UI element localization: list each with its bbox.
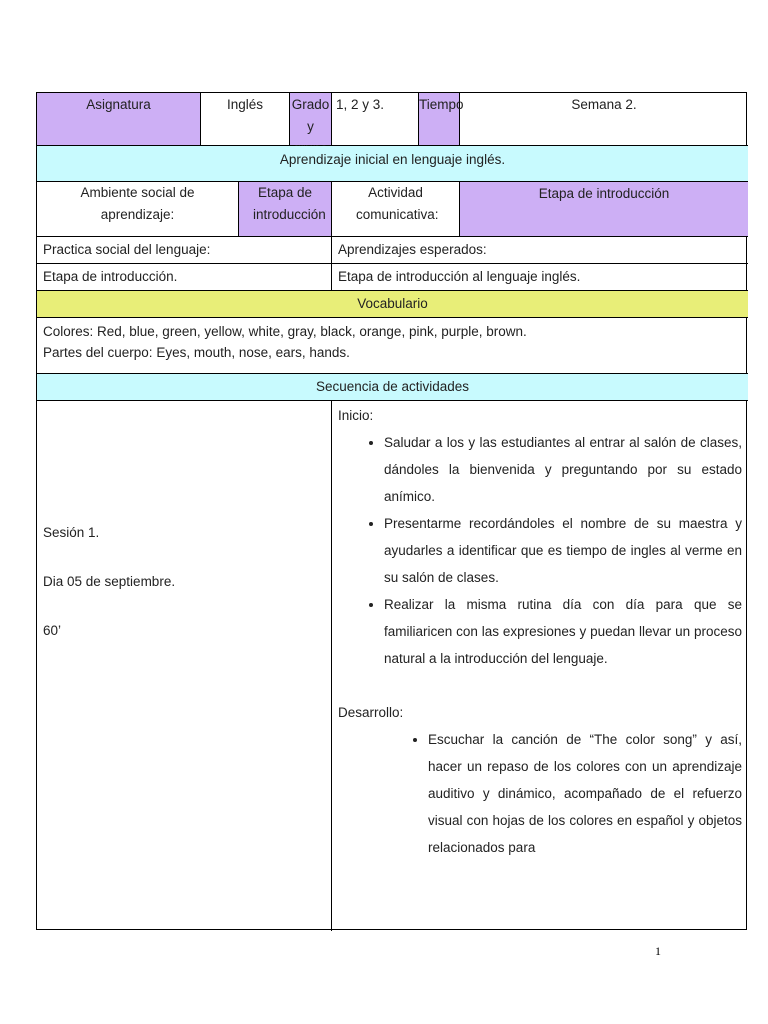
- practica-value: Etapa de introducción.: [37, 264, 332, 291]
- aprendizaje-inicial-banner: Aprendizaje inicial en lenguaje inglés.: [37, 146, 748, 182]
- asignatura-label: Asignatura: [37, 93, 201, 146]
- vocab-colores: Colores: Red, blue, green, yellow, white, gray, black, orange, pink, purple, brown.: [43, 324, 527, 339]
- ambiente-label: Ambiente social de aprendizaje:: [37, 182, 239, 237]
- inicio-label: Inicio:: [338, 408, 374, 423]
- actividad-value: Etapa de introducción: [460, 182, 748, 237]
- aprendizajes-value: Etapa de introducción al lenguaje inglés.: [332, 264, 748, 291]
- inicio-list: [338, 429, 742, 672]
- aprendizajes-label: Aprendizajes esperados:: [332, 237, 748, 264]
- tiempo-label: Tiempo: [419, 93, 460, 146]
- secuencia-actividades: [332, 401, 748, 931]
- actividad-label: Actividad comunicativa:: [332, 182, 460, 237]
- tiempo-value: Semana 2.: [460, 93, 748, 146]
- lesson-plan-table: [36, 92, 747, 930]
- grado-value: 1, 2 y 3.: [332, 93, 419, 146]
- list-item: • Escuchar la canción de “The color song” y así, hacer un repaso de los colores con un aprendizaje auditivo y dinámico, acompañado de el refuerzo visual con hojas de los colores en español y objetos relacionados para: [428, 726, 742, 861]
- page-number: 1: [655, 944, 661, 958]
- asignatura-value: Inglés: [201, 93, 290, 146]
- vocab-partes-cuerpo: Partes del cuerpo: Eyes, mouth, nose, ears, hands.: [43, 345, 350, 360]
- desarrollo-label: Desarrollo:: [338, 705, 404, 720]
- sesion-info: [37, 401, 332, 931]
- grado-label: Grado y: [290, 93, 332, 146]
- desarrollo-list: [338, 726, 742, 861]
- list-item: • Presentarme recordándoles el nombre de su maestra y ayudarles a identificar que es tiempo de ingles al verme en su salón de clases.: [384, 510, 742, 591]
- ambiente-value: Etapa de introducción: [239, 182, 332, 237]
- list-item: • Saludar a los y las estudiantes al entrar al salón de clases, dándoles la bienvenida y preguntando por su estado anímico.: [384, 429, 742, 510]
- sesion-duracion: 60’: [43, 623, 62, 638]
- practica-label: Practica social del lenguaje:: [37, 237, 332, 264]
- sesion-nombre: Sesión 1.: [43, 525, 100, 540]
- list-item: • Realizar la misma rutina día con día para que se familiaricen con las expresiones y puedan llevar un proceso natural a la introducción del lenguaje.: [384, 591, 742, 672]
- vocabulario-title: Vocabulario: [37, 291, 748, 318]
- sesion-fecha: Dia 05 de septiembre.: [43, 574, 176, 589]
- secuencia-title: Secuencia de actividades: [37, 374, 748, 401]
- vocabulario-content: [37, 318, 748, 374]
